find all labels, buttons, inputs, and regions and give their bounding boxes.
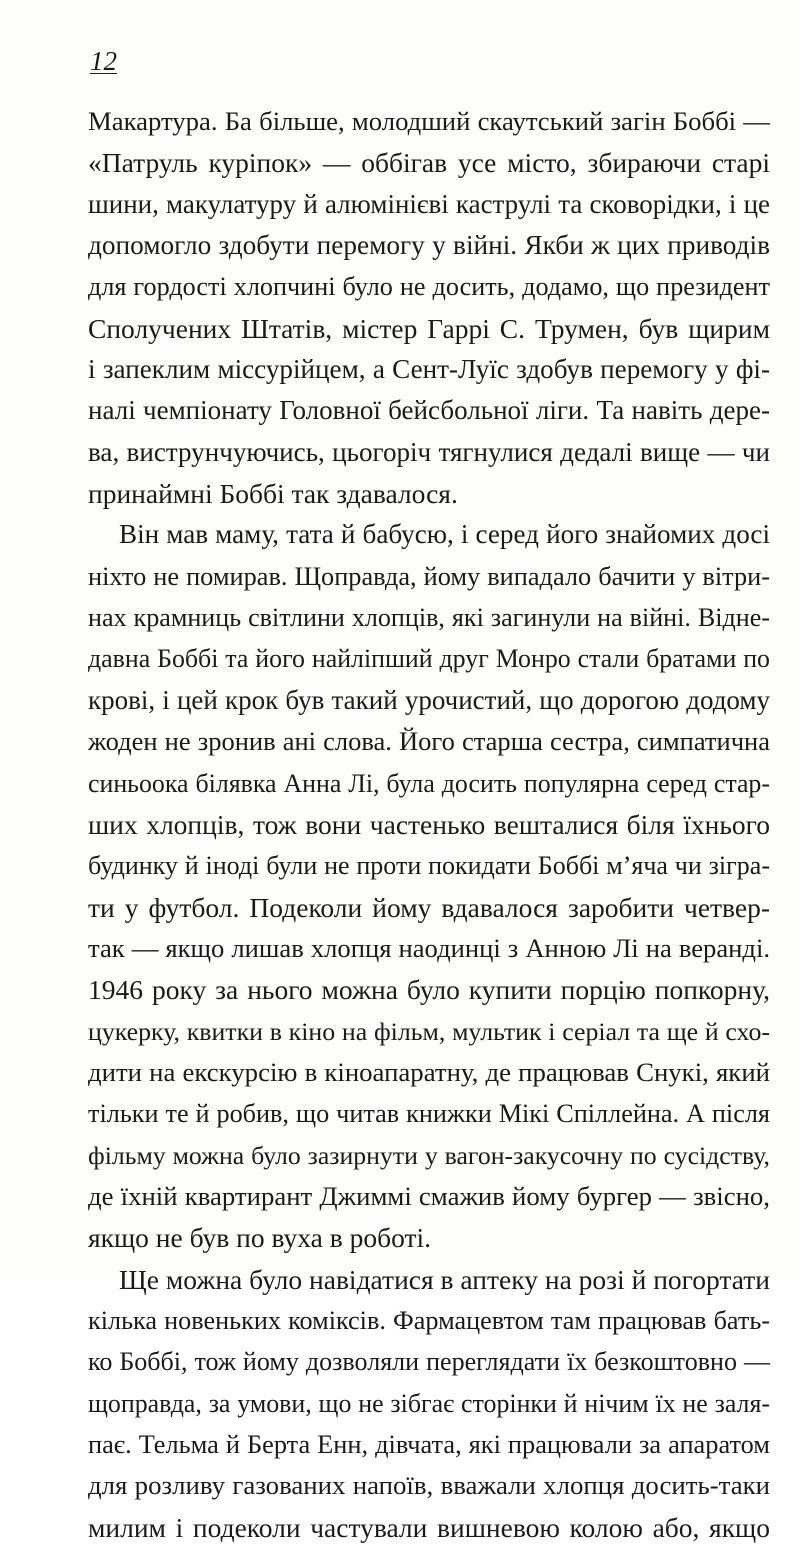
text-line: «Патруль куріпок» — оббігав усе місто, збираючи старі xyxy=(88,147,770,179)
text-line: Він мав маму, тата й бабусю, і серед його знайомих досі xyxy=(119,519,770,550)
text-line: ніхто не помирав. Щоправда, йому випадало бачити у вітри- xyxy=(88,561,770,591)
text-line: кілька новеньких коміксів. Фармацевтом там працював бать- xyxy=(88,1305,770,1335)
text-line: крові, і цей крок був такий урочистий, що дорогою додому xyxy=(88,684,770,715)
text-line: давна Боббі та його найліпший друг Монро стали братами по xyxy=(88,644,770,674)
text-line: синьоока білявка Анна Лі, була досить популярна серед стар- xyxy=(88,768,770,798)
text-line: принаймні Боббі так здавалося. xyxy=(88,478,458,510)
text-line: жоден не зронив ані слова. Його старша сестра, симпатична xyxy=(88,726,770,757)
text-line: будинку й іноді були не проти покидати Боббі м’яча чи зігра- xyxy=(88,851,770,881)
text-line: 1946 року за нього можна було купити порцію попкорну, xyxy=(88,974,770,1006)
text-line: де їхній квартирант Джиммі смажив йому бургер — звісно, xyxy=(88,1180,770,1211)
text-line: цукерку, квитки в кіно на фільм, мультик і серіал та ще й схо- xyxy=(88,1016,770,1046)
text-line: шини, макулатуру й алюмінієві каструлі та сковорідки, і це xyxy=(88,188,770,219)
body-text xyxy=(88,101,770,1548)
text-line: так — якщо лишав хлопця наодинці з Анною Лі на веранді. xyxy=(88,932,770,963)
text-line: і запеклим міссурійцем, а Сент-Луїс здобув перемогу у фі- xyxy=(88,354,770,385)
paragraph xyxy=(88,514,770,1258)
text-line: милим і подеколи частували вишневою колою або, якщо xyxy=(88,1511,770,1543)
text-line: щоправда, за умови, що не зібгає сторінки й нічим їх не заля- xyxy=(88,1388,770,1418)
text-line: ших хлопців, тож вони частенько вешталися біля їхнього xyxy=(88,808,770,840)
text-line: дити на екскурсію в кіноапаратну, де працював Снукі, який xyxy=(88,1056,770,1087)
text-line: ко Боббі, тож йому дозволяли переглядати їх безкоштовно — xyxy=(88,1347,770,1377)
text-line: Сполучених Штатів, містер Гаррі С. Трумен, був щирим xyxy=(88,312,770,344)
text-line: тільки те й робив, що читав книжки Мікі Спіллейна. А після xyxy=(88,1099,770,1129)
text-line: Макартура. Ба більше, молодший скаутський загін Боббі — xyxy=(88,106,770,136)
text-line: Ще можна було навідатися в аптеку на розі й погортати xyxy=(119,1263,770,1295)
paragraph xyxy=(88,101,770,514)
text-line: фільму можна було зазирнути у вагон-закусочну по сусідству, xyxy=(88,1140,770,1170)
text-line: ва, виструнчуючись, цьогоріч тягнулися дедалі вище — чи xyxy=(88,436,770,467)
text-line: допомогло здобути перемогу у війні. Якби ж цих приводів xyxy=(88,230,770,261)
paragraph xyxy=(88,1259,770,1548)
text-line: ти у футбол. Подеколи йому вдавалося заробити четвер- xyxy=(88,891,770,923)
page-number: 12 xyxy=(90,46,117,76)
text-line: якщо не був по вуха в роботі. xyxy=(88,1222,432,1254)
text-line: для гордості хлопчині було не досить, додамо, що президент xyxy=(88,272,770,302)
text-line: налі чемпіонату Головної бейсбольної ліги. Та навіть дере- xyxy=(88,395,770,426)
text-line: пає. Тельма й Берта Енн, дівчата, які працювали за апаратом xyxy=(88,1430,770,1459)
text-line: нах крамниць світлини хлопців, які загинули на війні. Відне- xyxy=(88,603,770,633)
text-line: для розливу газованих напоїв, вважали хлопця досить-таки xyxy=(88,1470,770,1501)
